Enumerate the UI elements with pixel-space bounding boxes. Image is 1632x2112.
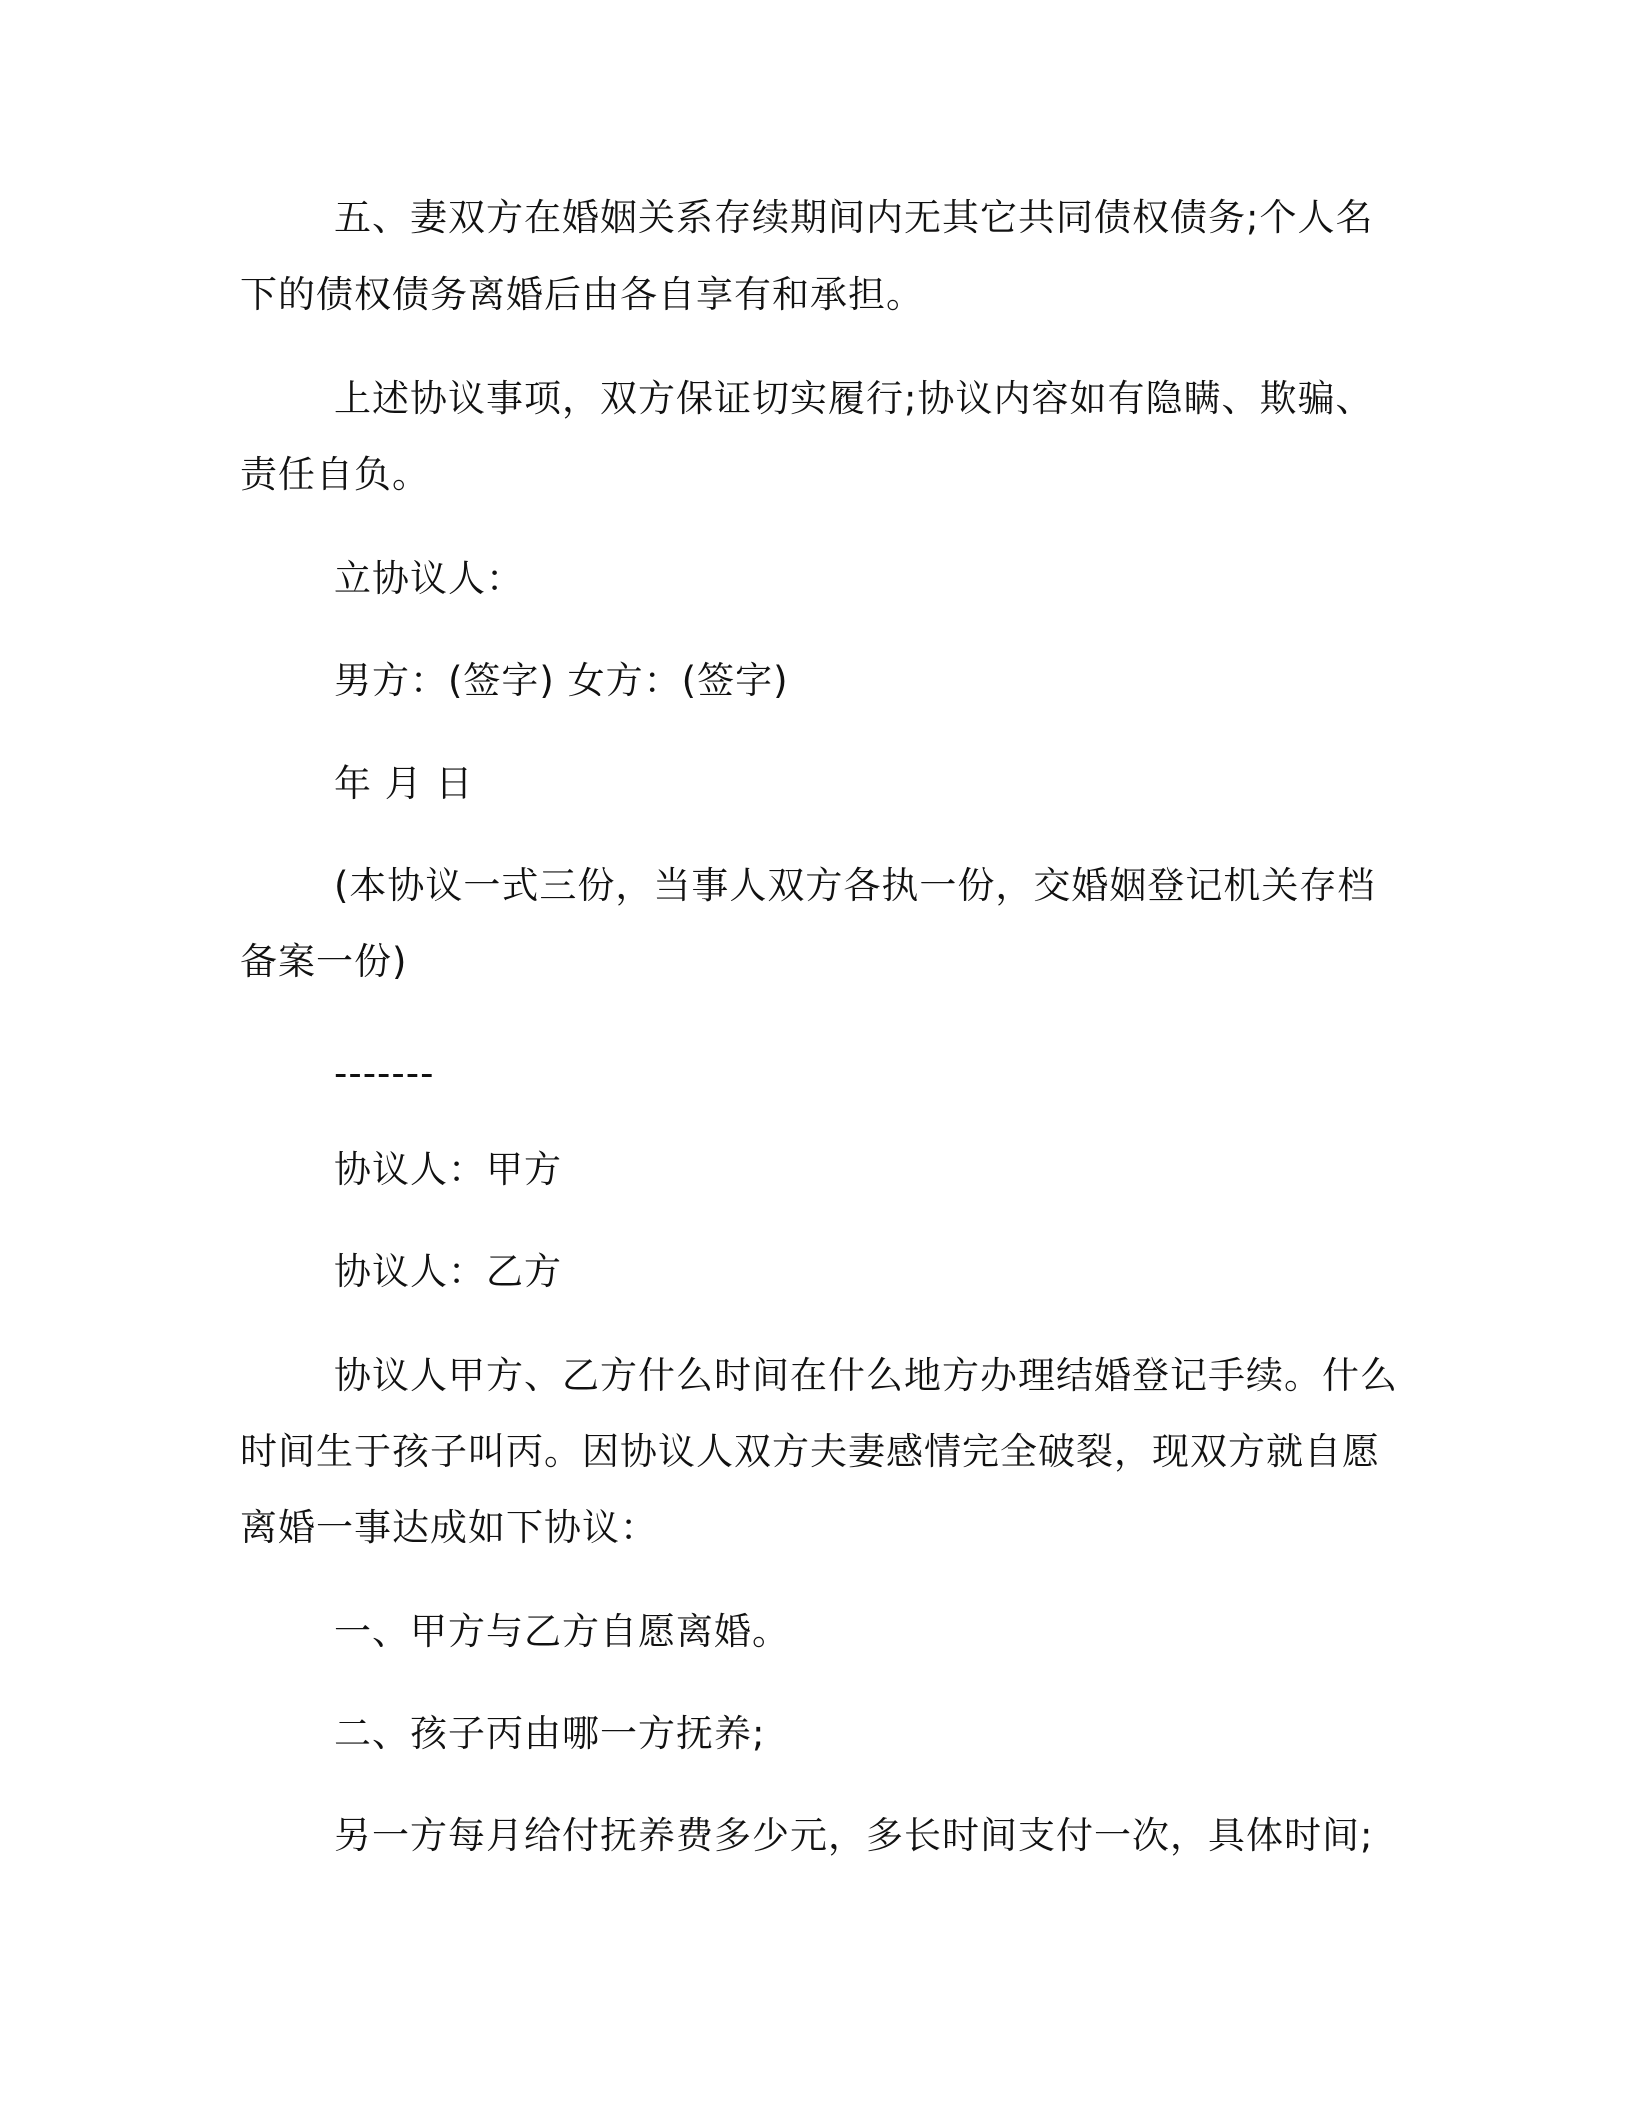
intro-paragraph-line-3: 离婚一事达成如下协议：: [240, 1506, 658, 1549]
date-line: 年 月 日: [334, 762, 474, 805]
paragraph-debts-line-2: 下的债权债务离婚后由各自享有和承担。: [240, 273, 924, 316]
clause-one: 一、甲方与乙方自愿离婚。: [334, 1610, 790, 1653]
clause-two: 二、孩子丙由哪一方抚养;: [334, 1712, 766, 1755]
copies-note-line-2: 备案一份): [240, 940, 408, 983]
intro-paragraph-line-2: 时间生于孩子叫丙。因协议人双方夫妻感情完全破裂，现双方就自愿: [240, 1430, 1380, 1473]
party-b-line: 协议人：乙方: [334, 1250, 562, 1293]
intro-paragraph-line-1: 协议人甲方、乙方什么时间在什么地方办理结婚登记手续。什么: [334, 1354, 1398, 1397]
signatories-label: 立协议人：: [334, 557, 524, 600]
paragraph-debts-line-1: 五、妻双方在婚姻关系存续期间内无其它共同债权债务;个人名: [334, 196, 1374, 239]
paragraph-guarantee-line-1: 上述协议事项，双方保证切实履行;协议内容如有隐瞒、欺骗、: [334, 377, 1374, 420]
section-divider: -------: [334, 1052, 435, 1095]
paragraph-guarantee-line-2: 责任自负。: [240, 453, 430, 496]
signature-line: 男方：(签字) 女方：(签字): [334, 659, 789, 702]
party-a-line: 协议人：甲方: [334, 1148, 562, 1191]
clause-two-support: 另一方每月给付抚养费多少元，多长时间支付一次，具体时间;: [334, 1814, 1374, 1857]
copies-note-line-1: (本协议一式三份，当事人双方各执一份，交婚姻登记机关存档: [334, 864, 1376, 907]
